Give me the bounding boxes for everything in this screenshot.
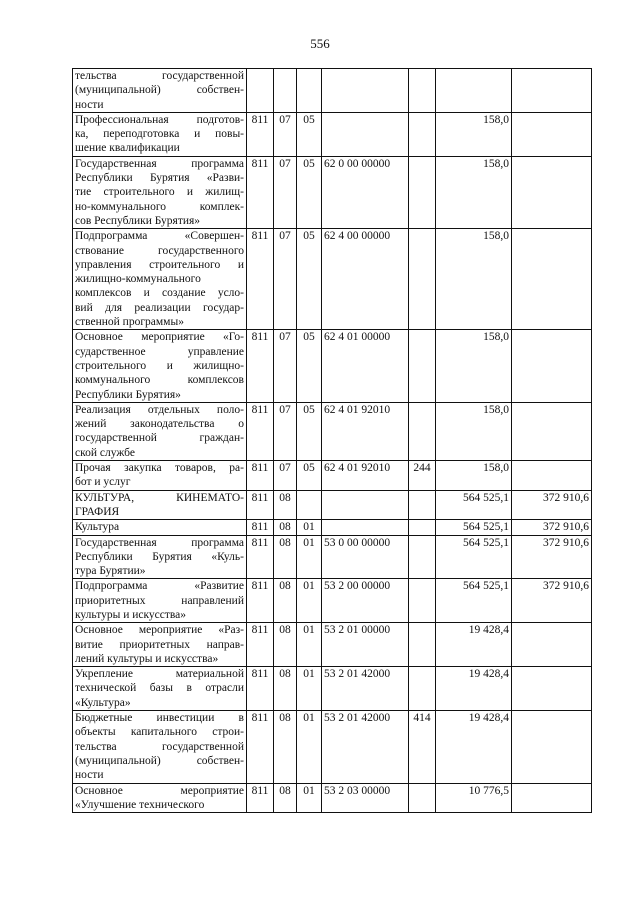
grbs-cell: 811 bbox=[247, 402, 274, 460]
table-row bbox=[73, 579, 592, 623]
section-cell: 08 bbox=[274, 579, 297, 623]
item-name-line: культуры и искусства» bbox=[75, 608, 187, 621]
section-cell: 07 bbox=[274, 156, 297, 228]
item-name-cell bbox=[73, 402, 247, 460]
item-name-line: Основное мероприятие «Го- bbox=[75, 331, 244, 344]
item-name-line: управления строительного и bbox=[75, 258, 244, 271]
item-name-cell bbox=[73, 69, 247, 113]
item-name-line: ности bbox=[75, 769, 104, 782]
item-name-line: витие приоритетных направ- bbox=[75, 638, 244, 651]
section-cell: 07 bbox=[274, 229, 297, 330]
item-name-line: Подпрограмма «Совершен- bbox=[75, 230, 244, 243]
subsection-cell: 05 bbox=[297, 156, 322, 228]
item-name-line: Укрепление материальной bbox=[75, 668, 244, 681]
section-cell: 08 bbox=[274, 490, 297, 520]
subsection-cell: 01 bbox=[297, 711, 322, 783]
page-number: 556 bbox=[310, 36, 330, 51]
subsection-cell: 05 bbox=[297, 330, 322, 402]
expense-type-cell: 414 bbox=[409, 711, 436, 783]
budget-table-body bbox=[73, 69, 592, 813]
expense-type-cell bbox=[409, 535, 436, 579]
table-row bbox=[73, 69, 592, 113]
item-name-cell bbox=[73, 112, 247, 156]
subsection-cell: 05 bbox=[297, 402, 322, 460]
amount-year2-cell bbox=[512, 461, 592, 491]
subsection-cell: 01 bbox=[297, 783, 322, 813]
item-name-line: ственной программы» bbox=[75, 316, 184, 329]
item-name-line: Прочая закупка товаров, ра- bbox=[75, 462, 244, 475]
section-cell bbox=[274, 69, 297, 113]
target-article-cell: 53 0 00 00000 bbox=[322, 535, 409, 579]
item-name-line: тельства государственной bbox=[75, 70, 244, 82]
amount-year2-cell: 372 910,6 bbox=[512, 579, 592, 623]
expense-type-cell bbox=[409, 783, 436, 813]
amount-year2-cell bbox=[512, 711, 592, 783]
section-cell: 08 bbox=[274, 783, 297, 813]
expense-type-cell bbox=[409, 520, 436, 535]
item-name-line: ка, переподготовка и повы- bbox=[75, 128, 244, 141]
item-name-line: «Культура» bbox=[75, 696, 131, 709]
item-name-cell bbox=[73, 667, 247, 711]
subsection-cell bbox=[297, 69, 322, 113]
item-name-line: бот и услуг bbox=[75, 476, 131, 489]
item-name-line: приоритетных направлений bbox=[75, 594, 244, 607]
grbs-cell: 811 bbox=[247, 667, 274, 711]
item-name-cell bbox=[73, 579, 247, 623]
amount-year2-cell: 372 910,6 bbox=[512, 490, 592, 520]
item-name-line: Республики Бурятия «Разви- bbox=[75, 172, 244, 185]
target-article-cell: 62 4 01 92010 bbox=[322, 461, 409, 491]
target-article-cell: 53 2 01 42000 bbox=[322, 667, 409, 711]
amount-year2-cell bbox=[512, 69, 592, 113]
amount-year1-cell: 158,0 bbox=[436, 402, 512, 460]
item-name-line: (муниципальной) собствен- bbox=[75, 754, 244, 767]
expense-type-cell bbox=[409, 156, 436, 228]
item-name-line: лений культуры и искусства» bbox=[75, 652, 219, 665]
target-article-cell bbox=[322, 69, 409, 113]
amount-year2-cell bbox=[512, 623, 592, 667]
subsection-cell: 05 bbox=[297, 461, 322, 491]
expense-type-cell bbox=[409, 330, 436, 402]
item-name-line: ГРАФИЯ bbox=[75, 505, 120, 518]
target-article-cell bbox=[322, 112, 409, 156]
amount-year1-cell: 158,0 bbox=[436, 461, 512, 491]
subsection-cell: 01 bbox=[297, 535, 322, 579]
grbs-cell: 811 bbox=[247, 112, 274, 156]
item-name-line: сударственное управление bbox=[75, 345, 244, 358]
subsection-cell: 01 bbox=[297, 667, 322, 711]
section-cell: 08 bbox=[274, 520, 297, 535]
grbs-cell: 811 bbox=[247, 623, 274, 667]
item-name-cell bbox=[73, 711, 247, 783]
amount-year1-cell: 19 428,4 bbox=[436, 667, 512, 711]
item-name-cell bbox=[73, 490, 247, 520]
amount-year1-cell: 564 525,1 bbox=[436, 490, 512, 520]
item-name-cell bbox=[73, 783, 247, 813]
amount-year2-cell: 372 910,6 bbox=[512, 520, 592, 535]
target-article-cell bbox=[322, 490, 409, 520]
amount-year2-cell bbox=[512, 229, 592, 330]
amount-year1-cell: 158,0 bbox=[436, 229, 512, 330]
grbs-cell: 811 bbox=[247, 490, 274, 520]
table-row bbox=[73, 229, 592, 330]
target-article-cell: 62 4 01 00000 bbox=[322, 330, 409, 402]
table-row bbox=[73, 156, 592, 228]
item-name-cell bbox=[73, 330, 247, 402]
budget-table bbox=[72, 68, 592, 813]
target-article-cell bbox=[322, 520, 409, 535]
item-name-cell bbox=[73, 520, 247, 535]
expense-type-cell bbox=[409, 402, 436, 460]
amount-year1-cell: 10 776,5 bbox=[436, 783, 512, 813]
item-name-line: Республики Бурятия» bbox=[75, 388, 181, 401]
amount-year2-cell bbox=[512, 156, 592, 228]
amount-year1-cell: 19 428,4 bbox=[436, 711, 512, 783]
table-row bbox=[73, 461, 592, 491]
table-row bbox=[73, 535, 592, 579]
amount-year1-cell bbox=[436, 69, 512, 113]
section-cell: 08 bbox=[274, 623, 297, 667]
amount-year1-cell: 564 525,1 bbox=[436, 579, 512, 623]
table-row bbox=[73, 402, 592, 460]
item-name-line: жилищно-коммунального bbox=[75, 273, 201, 286]
expense-type-cell bbox=[409, 579, 436, 623]
target-article-cell: 53 2 01 00000 bbox=[322, 623, 409, 667]
target-article-cell: 62 4 00 00000 bbox=[322, 229, 409, 330]
section-cell: 07 bbox=[274, 461, 297, 491]
item-name-line: ствование государственного bbox=[75, 244, 244, 257]
grbs-cell: 811 bbox=[247, 711, 274, 783]
item-name-line: Основное мероприятие bbox=[75, 784, 244, 797]
grbs-cell: 811 bbox=[247, 229, 274, 330]
item-name-cell bbox=[73, 623, 247, 667]
item-name-line: строительного и жилищно- bbox=[75, 359, 244, 372]
amount-year2-cell: 372 910,6 bbox=[512, 535, 592, 579]
item-name-line: но-коммунального комплек- bbox=[75, 200, 244, 213]
item-name-line: «Улучшение технического bbox=[75, 798, 205, 811]
item-name-cell bbox=[73, 535, 247, 579]
grbs-cell: 811 bbox=[247, 520, 274, 535]
item-name-line: вий для реализации государ- bbox=[75, 301, 244, 314]
amount-year2-cell bbox=[512, 667, 592, 711]
amount-year2-cell bbox=[512, 330, 592, 402]
table-row bbox=[73, 623, 592, 667]
table-row bbox=[73, 783, 592, 813]
item-name-line: Культура bbox=[75, 521, 120, 534]
item-name-cell bbox=[73, 229, 247, 330]
amount-year1-cell: 19 428,4 bbox=[436, 623, 512, 667]
item-name-line: жений законодательства о bbox=[75, 418, 244, 431]
item-name-line: объекты капитального строи- bbox=[75, 726, 244, 739]
item-name-line: Основное мероприятие «Раз- bbox=[75, 624, 244, 637]
item-name-line: Реализация отдельных поло- bbox=[75, 403, 244, 416]
amount-year2-cell bbox=[512, 112, 592, 156]
table-row bbox=[73, 711, 592, 783]
amount-year2-cell bbox=[512, 402, 592, 460]
item-name-line: сов Республики Бурятия» bbox=[75, 214, 201, 227]
item-name-cell bbox=[73, 461, 247, 491]
table-row bbox=[73, 520, 592, 535]
item-name-line: ской службе bbox=[75, 446, 135, 459]
item-name-line: КУЛЬТУРА, КИНЕМАТО- bbox=[75, 491, 244, 504]
grbs-cell: 811 bbox=[247, 535, 274, 579]
subsection-cell: 05 bbox=[297, 229, 322, 330]
target-article-cell: 53 2 01 42000 bbox=[322, 711, 409, 783]
expense-type-cell bbox=[409, 112, 436, 156]
subsection-cell: 01 bbox=[297, 623, 322, 667]
item-name-line: Подпрограмма «Развитие bbox=[75, 580, 244, 593]
item-name-line: тие строительного и жилищ- bbox=[75, 186, 244, 199]
item-name-line: Республики Бурятия «Куль- bbox=[75, 550, 244, 563]
item-name-line: шение квалификации bbox=[75, 142, 180, 155]
section-cell: 08 bbox=[274, 535, 297, 579]
item-name-line: коммунального комплексов bbox=[75, 374, 244, 387]
subsection-cell: 01 bbox=[297, 579, 322, 623]
target-article-cell: 53 2 03 00000 bbox=[322, 783, 409, 813]
subsection-cell: 05 bbox=[297, 112, 322, 156]
item-name-line: тура Бурятии» bbox=[75, 565, 146, 578]
item-name-line: ности bbox=[75, 98, 104, 111]
section-cell: 08 bbox=[274, 711, 297, 783]
item-name-line: тельства государственной bbox=[75, 740, 244, 753]
item-name-line: Государственная программа bbox=[75, 536, 244, 549]
grbs-cell bbox=[247, 69, 274, 113]
item-name-line: Государственная программа bbox=[75, 157, 244, 170]
expense-type-cell: 244 bbox=[409, 461, 436, 491]
item-name-line: комплексов и создание усло- bbox=[75, 287, 244, 300]
target-article-cell: 62 0 00 00000 bbox=[322, 156, 409, 228]
expense-type-cell bbox=[409, 69, 436, 113]
expense-type-cell bbox=[409, 667, 436, 711]
amount-year1-cell: 158,0 bbox=[436, 156, 512, 228]
amount-year1-cell: 564 525,1 bbox=[436, 520, 512, 535]
expense-type-cell bbox=[409, 623, 436, 667]
item-name-line: Профессиональная подготов- bbox=[75, 113, 244, 126]
item-name-line: (муниципальной) собствен- bbox=[75, 84, 244, 97]
item-name-line: технической базы в отрасли bbox=[75, 682, 244, 695]
grbs-cell: 811 bbox=[247, 156, 274, 228]
amount-year1-cell: 158,0 bbox=[436, 112, 512, 156]
table-row bbox=[73, 490, 592, 520]
table-row bbox=[73, 667, 592, 711]
expense-type-cell bbox=[409, 490, 436, 520]
grbs-cell: 811 bbox=[247, 461, 274, 491]
section-cell: 07 bbox=[274, 330, 297, 402]
target-article-cell: 53 2 00 00000 bbox=[322, 579, 409, 623]
item-name-line: государственной граждан- bbox=[75, 432, 244, 445]
table-row bbox=[73, 330, 592, 402]
item-name-line: Бюджетные инвестиции в bbox=[75, 712, 244, 725]
section-cell: 08 bbox=[274, 667, 297, 711]
grbs-cell: 811 bbox=[247, 579, 274, 623]
subsection-cell: 01 bbox=[297, 520, 322, 535]
item-name-cell bbox=[73, 156, 247, 228]
target-article-cell: 62 4 01 92010 bbox=[322, 402, 409, 460]
table-row bbox=[73, 112, 592, 156]
amount-year2-cell bbox=[512, 783, 592, 813]
subsection-cell bbox=[297, 490, 322, 520]
expense-type-cell bbox=[409, 229, 436, 330]
section-cell: 07 bbox=[274, 402, 297, 460]
amount-year1-cell: 158,0 bbox=[436, 330, 512, 402]
amount-year1-cell: 564 525,1 bbox=[436, 535, 512, 579]
section-cell: 07 bbox=[274, 112, 297, 156]
grbs-cell: 811 bbox=[247, 783, 274, 813]
grbs-cell: 811 bbox=[247, 330, 274, 402]
